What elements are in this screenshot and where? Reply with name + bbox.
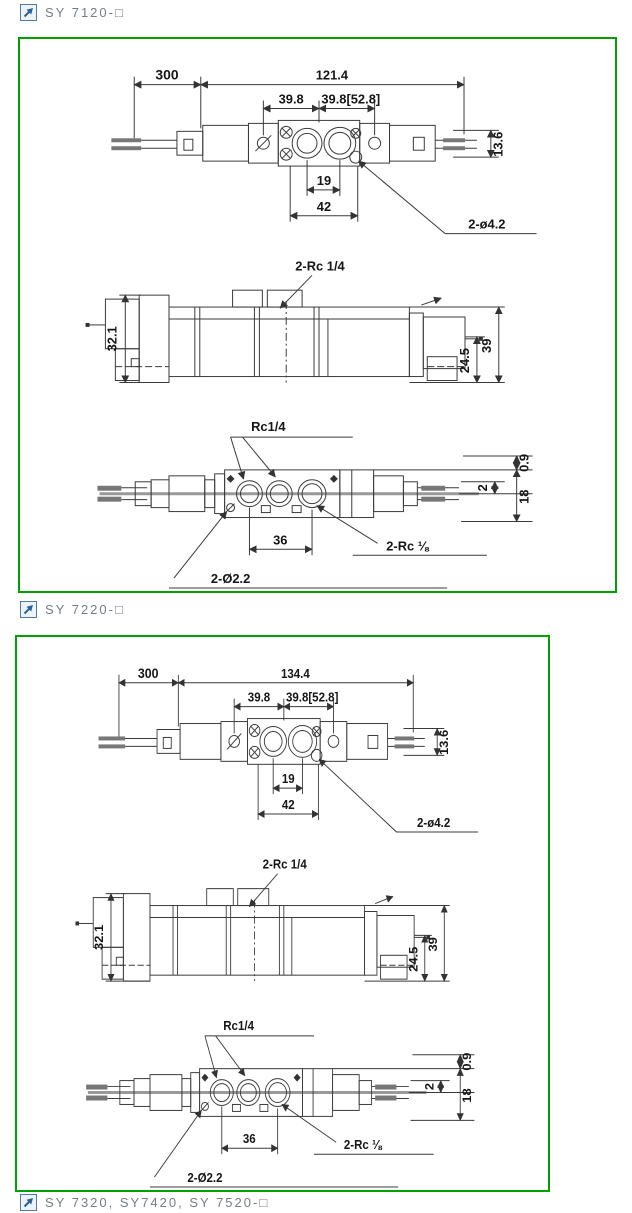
dim-edge: 0.9 bbox=[460, 1052, 474, 1071]
dim-height-left: 32.1 bbox=[92, 924, 106, 950]
label-mount-holes: 2-ø4.2 bbox=[417, 815, 451, 831]
dim-depth: 18 bbox=[460, 1088, 474, 1103]
bottom-view-drawing bbox=[86, 1018, 474, 1187]
dim-port-pitch-bottom: 36 bbox=[273, 532, 288, 548]
dim-overall-length: 134.4 bbox=[280, 666, 310, 681]
dim-depth: 18 bbox=[516, 489, 532, 504]
dim-offset: 2 bbox=[474, 484, 490, 492]
dim-height-right: 24.5 bbox=[407, 946, 421, 972]
label-exhaust-ports: 2-Rc ⅛ bbox=[386, 538, 429, 554]
arrow-up-right-icon bbox=[21, 602, 36, 617]
dim-overall-length: 121.4 bbox=[315, 67, 349, 83]
label-port: Rc1/4 bbox=[251, 419, 286, 435]
dim-height-total: 39 bbox=[426, 937, 441, 952]
dim-port-pitch: 19 bbox=[281, 771, 295, 787]
label-pilot-holes: 2-Ø2.2 bbox=[187, 1170, 223, 1186]
arrow-up-right-icon bbox=[21, 1195, 36, 1210]
drawing-panel-sy7220 bbox=[15, 635, 550, 1192]
jump-arrow-icon[interactable] bbox=[20, 1194, 37, 1211]
dim-height-left: 32.1 bbox=[104, 326, 120, 352]
dim-offset: 2 bbox=[423, 1082, 437, 1091]
section-header-sy7120 bbox=[20, 4, 125, 21]
label-port: Rc1/4 bbox=[223, 1018, 254, 1034]
side-view-drawing bbox=[76, 857, 450, 981]
dim-span-right: 39.8[52.8] bbox=[285, 690, 339, 705]
technical-drawing-sy7120 bbox=[20, 39, 615, 591]
section-header-label: SY 7320, SY7420, SY 7520-□ bbox=[45, 1195, 270, 1210]
section-header-label: SY 7220-□ bbox=[45, 602, 125, 617]
label-ports: 2-Rc 1/4 bbox=[262, 857, 307, 872]
dim-port-pitch: 19 bbox=[316, 172, 332, 188]
label-mount-holes: 2-ø4.2 bbox=[468, 216, 506, 232]
dim-height-right: 24.5 bbox=[456, 348, 472, 374]
section-header-label: SY 7120-□ bbox=[45, 5, 125, 20]
top-view-drawing bbox=[111, 67, 536, 234]
label-exhaust-ports: 2-Rc ⅛ bbox=[343, 1137, 382, 1153]
dim-span-right: 39.8[52.8] bbox=[321, 91, 381, 107]
dim-body-height: 13.6 bbox=[490, 131, 506, 157]
section-header-sy7320-7420-7520 bbox=[20, 1194, 269, 1211]
dim-edge: 0.9 bbox=[516, 453, 532, 472]
dim-port-pitch-bottom: 36 bbox=[242, 1131, 256, 1147]
dim-body-height: 13.6 bbox=[437, 729, 451, 755]
dim-span-left: 39.8 bbox=[247, 690, 271, 705]
dim-height-total: 39 bbox=[478, 338, 494, 353]
dim-lead-length: 300 bbox=[155, 66, 179, 83]
dim-body-width: 42 bbox=[316, 198, 332, 214]
arrow-up-right-icon bbox=[21, 5, 36, 20]
dim-body-width: 42 bbox=[281, 797, 295, 813]
technical-drawing-sy7220 bbox=[17, 637, 548, 1190]
side-view-drawing bbox=[86, 258, 505, 382]
jump-arrow-icon[interactable] bbox=[20, 601, 37, 618]
label-pilot-holes: 2-Ø2.2 bbox=[210, 571, 251, 587]
label-ports: 2-Rc 1/4 bbox=[295, 258, 345, 274]
jump-arrow-icon[interactable] bbox=[20, 4, 37, 21]
drawing-panel-sy7120 bbox=[18, 37, 617, 593]
top-view-drawing bbox=[99, 665, 478, 832]
dim-span-left: 39.8 bbox=[278, 91, 304, 107]
dim-lead-length: 300 bbox=[137, 665, 159, 681]
bottom-view-drawing bbox=[97, 419, 532, 588]
section-header-sy7220 bbox=[20, 601, 125, 618]
